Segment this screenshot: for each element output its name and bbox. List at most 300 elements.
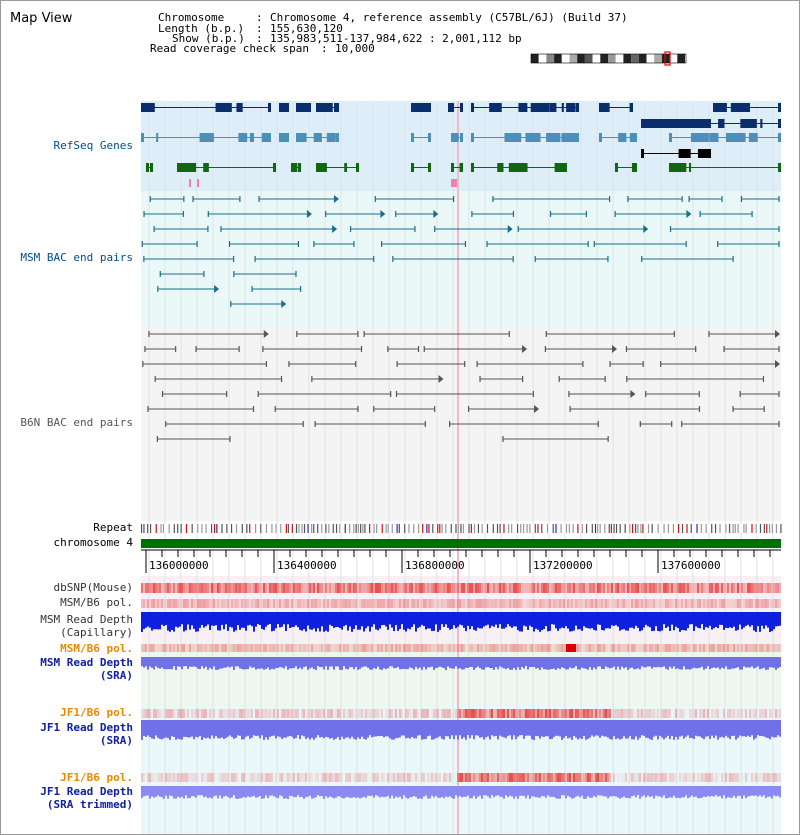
- msm-sra-depth: [371, 657, 373, 670]
- msm-pol-density: [211, 599, 213, 608]
- msm-pol-density: [697, 599, 699, 608]
- repeat-element: [174, 524, 175, 533]
- msm-pol-sra-density: [275, 644, 277, 652]
- repeat-element: [668, 524, 669, 533]
- dbsnp-density: [445, 583, 447, 593]
- repeat-element: [526, 524, 527, 533]
- jf1-trimmed-depth: [375, 786, 377, 795]
- jf1-trimmed-depth: [757, 786, 759, 797]
- jf1-pol-trim-density: [465, 773, 467, 782]
- msm-pol-density: [245, 599, 247, 608]
- msm-sra-depth: [463, 657, 465, 669]
- jf1-pol-density: [719, 709, 721, 718]
- msm-capillary-depth: [661, 612, 663, 631]
- msm-pol-density: [519, 599, 521, 608]
- msm-sra-depth: [633, 657, 635, 669]
- msm-pol-density: [591, 599, 593, 608]
- gene-exon: [618, 133, 626, 142]
- msm-capillary-depth: [313, 612, 315, 628]
- jf1-pol-trim-density: [613, 773, 615, 782]
- repeat-element: [776, 524, 777, 533]
- repeat-element: [333, 524, 334, 533]
- jf1-pol-trim-density: [445, 773, 447, 782]
- msm-capillary-depth: [399, 612, 401, 629]
- track-label-refseq[interactable]: RefSeq Genes: [53, 139, 133, 152]
- msm-pol-density: [173, 599, 175, 608]
- jf1-pol-trim-density: [629, 773, 631, 782]
- dbsnp-density: [351, 583, 353, 593]
- msm-pol-density: [249, 599, 251, 608]
- msm-pol-sra-density: [373, 644, 375, 652]
- jf1-trimmed-depth: [665, 786, 667, 798]
- jf1-trimmed-depth: [147, 786, 149, 795]
- msm-capillary-depth: [207, 612, 209, 624]
- msm-pol-density: [415, 599, 417, 608]
- repeat-element: [780, 524, 781, 533]
- jf1-pol-trim-density: [723, 773, 725, 782]
- jf1-pol-trim-density: [621, 773, 623, 782]
- jf1-sra-depth: [301, 720, 303, 735]
- jf1-sra-depth: [413, 720, 415, 738]
- msm-capillary-depth: [779, 612, 781, 626]
- jf1-pol-density: [311, 709, 313, 718]
- gene-block: [641, 119, 711, 128]
- msm-pol-density: [265, 599, 267, 608]
- msm-pol-density: [193, 599, 195, 608]
- msm-capillary-depth: [265, 612, 267, 627]
- jf1-pol-density: [769, 709, 771, 718]
- track-label-b6n-bac[interactable]: B6N BAC end pairs: [20, 416, 133, 429]
- msm-pol-sra-density: [489, 644, 491, 652]
- msm-sra-depth: [471, 657, 473, 667]
- jf1-pol-density: [393, 709, 395, 718]
- jf1-pol-density: [583, 709, 585, 718]
- dbsnp-density: [625, 583, 627, 593]
- dbsnp-density: [701, 583, 703, 593]
- jf1-pol-density: [215, 709, 217, 718]
- jf1-pol-trim-density: [311, 773, 313, 782]
- msm-capillary-depth: [651, 612, 653, 631]
- jf1-pol-density: [341, 709, 343, 718]
- msm-pol-density: [379, 599, 381, 608]
- track-label-msm-bac[interactable]: MSM BAC end pairs: [20, 251, 133, 264]
- msm-pol-density: [737, 599, 739, 608]
- msm-capillary-depth: [519, 612, 521, 631]
- dbsnp-density: [571, 583, 573, 593]
- msm-pol-density: [435, 599, 437, 608]
- msm-sra-depth: [565, 657, 567, 670]
- msm-pol-sra-density: [175, 644, 177, 652]
- jf1-sra-depth: [739, 720, 741, 736]
- msm-pol-density: [367, 599, 369, 608]
- msm-sra-depth: [209, 657, 211, 668]
- jf1-pol-trim-density: [241, 773, 243, 782]
- track-label-jf1-depth-trim-1: JF1 Read Depth: [40, 785, 133, 798]
- jf1-sra-depth: [637, 720, 639, 740]
- jf1-pol-trim-density: [485, 773, 487, 782]
- jf1-pol-density: [371, 709, 373, 718]
- jf1-pol-trim-density: [193, 773, 195, 782]
- msm-sra-depth: [453, 657, 455, 669]
- jf1-trimmed-depth: [479, 786, 481, 796]
- dbsnp-density: [743, 583, 745, 593]
- msm-sra-depth: [439, 657, 441, 667]
- msm-capillary-depth: [641, 612, 643, 630]
- jf1-trimmed-depth: [385, 786, 387, 797]
- dbsnp-density: [341, 583, 343, 593]
- jf1-pol-density: [759, 709, 761, 718]
- msm-capillary-depth: [673, 612, 675, 630]
- msm-pol-density: [579, 599, 581, 608]
- jf1-pol-trim-density: [631, 773, 633, 782]
- msm-pol-density: [393, 599, 395, 608]
- msm-capillary-depth: [327, 612, 329, 632]
- jf1-sra-depth: [627, 720, 629, 739]
- msm-pol-density: [757, 599, 759, 608]
- jf1-pol-density: [691, 709, 693, 718]
- repeat-element: [547, 524, 548, 533]
- jf1-trimmed-depth: [535, 786, 537, 797]
- jf1-trimmed-depth: [279, 786, 281, 795]
- jf1-pol-trim-density: [487, 773, 489, 782]
- jf1-trimmed-depth: [619, 786, 621, 799]
- jf1-pol-density: [425, 709, 427, 718]
- jf1-pol-density: [711, 709, 713, 718]
- msm-sra-depth: [335, 657, 337, 666]
- msm-pol-density: [453, 599, 455, 608]
- jf1-pol-density: [671, 709, 673, 718]
- msm-capillary-depth: [545, 612, 547, 626]
- jf1-sra-depth: [695, 720, 697, 736]
- dbsnp-density: [573, 583, 575, 593]
- dbsnp-density: [309, 583, 311, 593]
- msm-capillary-depth: [169, 612, 171, 632]
- msm-pol-sra-density: [293, 644, 295, 652]
- jf1-pol-trim-density: [179, 773, 181, 782]
- jf1-pol-trim-density: [481, 773, 483, 782]
- dbsnp-density: [673, 583, 675, 593]
- jf1-pol-trim-density: [641, 773, 643, 782]
- repeat-element: [163, 524, 164, 533]
- msm-pol-density: [185, 599, 187, 608]
- msm-sra-depth: [743, 657, 745, 666]
- jf1-pol-trim-density: [341, 773, 343, 782]
- msm-capillary-depth: [643, 612, 645, 627]
- jf1-sra-depth: [283, 720, 285, 738]
- jf1-pol-density: [453, 709, 455, 718]
- jf1-pol-trim-density: [541, 773, 543, 782]
- jf1-pol-trim-density: [181, 773, 183, 782]
- jf1-trimmed-depth: [733, 786, 735, 796]
- jf1-sra-depth: [745, 720, 747, 737]
- msm-sra-depth: [695, 657, 697, 668]
- msm-sra-depth: [337, 657, 339, 667]
- gene-exon: [778, 133, 781, 142]
- jf1-sra-depth: [195, 720, 197, 737]
- jf1-pol-density: [363, 709, 365, 718]
- msm-pol-density: [691, 599, 693, 608]
- jf1-sra-depth: [167, 720, 169, 738]
- msm-pol-sra-density: [747, 644, 749, 652]
- msm-pol-density: [159, 599, 161, 608]
- msm-pol-sra-density: [291, 644, 293, 652]
- msm-pol-density: [239, 599, 241, 608]
- jf1-pol-trim-density: [277, 773, 279, 782]
- repeat-element: [192, 524, 193, 533]
- msm-sra-depth: [599, 657, 601, 666]
- jf1-sra-depth: [219, 720, 221, 738]
- msm-sra-depth: [707, 657, 709, 666]
- dbsnp-density: [213, 583, 215, 593]
- jf1-sra-depth: [469, 720, 471, 738]
- dbsnp-density: [227, 583, 229, 593]
- jf1-pol-density: [171, 709, 173, 718]
- msm-capillary-depth: [623, 612, 625, 629]
- track-label-dbsnp: dbSNP(Mouse): [53, 581, 133, 594]
- jf1-sra-depth: [583, 720, 585, 736]
- msm-pol-sra-density: [227, 644, 229, 652]
- jf1-pol-trim-density: [189, 773, 191, 782]
- dbsnp-density: [497, 583, 499, 593]
- jf1-sra-depth: [519, 720, 521, 735]
- jf1-pol-trim-density: [657, 773, 659, 782]
- repeat-element: [298, 524, 299, 533]
- jf1-pol-trim-density: [647, 773, 649, 782]
- jf1-pol-density: [491, 709, 493, 718]
- dbsnp-density: [649, 583, 651, 593]
- jf1-pol-trim-density: [315, 773, 317, 782]
- msm-pol-density: [593, 599, 595, 608]
- msm-pol-sra-density: [419, 644, 421, 652]
- jf1-sra-depth: [503, 720, 505, 737]
- dbsnp-density: [235, 583, 237, 593]
- repeat-element: [186, 524, 187, 533]
- repeat-element: [503, 524, 504, 533]
- msm-pol-density: [443, 599, 445, 608]
- msm-capillary-depth: [437, 612, 439, 632]
- msm-sra-depth: [203, 657, 205, 668]
- msm-pol-density: [531, 599, 533, 608]
- repeat-element: [143, 524, 144, 533]
- jf1-trimmed-depth: [289, 786, 291, 796]
- jf1-pol-trim-density: [413, 773, 415, 782]
- msm-pol-sra-density: [279, 644, 281, 652]
- repeat-element: [328, 524, 329, 533]
- msm-pol-sra-density: [329, 644, 331, 652]
- jf1-sra-depth: [381, 720, 383, 736]
- msm-pol-sra-density: [519, 644, 521, 652]
- jf1-sra-depth: [217, 720, 219, 738]
- jf1-trimmed-depth: [347, 786, 349, 797]
- msm-sra-depth: [667, 657, 669, 670]
- jf1-trimmed-depth: [711, 786, 713, 796]
- jf1-pol-density: [219, 709, 221, 718]
- jf1-trimmed-depth: [305, 786, 307, 797]
- msm-pol-sra-density: [739, 644, 741, 652]
- gene-exon: [327, 133, 336, 142]
- msm-pol-density: [191, 599, 193, 608]
- jf1-pol-trim-density: [469, 773, 471, 782]
- msm-pol-sra-density: [673, 644, 675, 652]
- msm-capillary-depth: [635, 612, 637, 626]
- msm-sra-depth: [279, 657, 281, 667]
- msm-sra-depth: [577, 657, 579, 669]
- jf1-pol-trim-density: [441, 773, 443, 782]
- jf1-trimmed-depth: [543, 786, 545, 796]
- jf1-pol-trim-density: [439, 773, 441, 782]
- gene-exon: [460, 133, 463, 142]
- jf1-pol-trim-density: [141, 773, 143, 782]
- msm-pol-density: [527, 599, 529, 608]
- jf1-pol-density: [229, 709, 231, 718]
- jf1-pol-trim-density: [391, 773, 393, 782]
- dbsnp-density: [659, 583, 661, 593]
- repeat-element: [280, 524, 281, 533]
- dbsnp-density: [303, 583, 305, 593]
- jf1-trimmed-depth: [357, 786, 359, 797]
- msm-pol-sra-density: [713, 644, 715, 652]
- jf1-pol-density: [577, 709, 579, 718]
- jf1-pol-trim-density: [543, 773, 545, 782]
- jf1-sra-depth: [155, 720, 157, 735]
- jf1-pol-density: [607, 709, 609, 718]
- jf1-trimmed-depth: [695, 786, 697, 797]
- gene-exon: [489, 103, 502, 112]
- msm-sra-depth: [313, 657, 315, 669]
- msm-pol-sra-density: [401, 644, 403, 652]
- msm-capillary-depth: [559, 612, 561, 629]
- msm-pol-sra-density: [705, 644, 707, 652]
- jf1-pol-density: [509, 709, 511, 718]
- msm-pol-density: [549, 599, 551, 608]
- jf1-pol-trim-density: [409, 773, 411, 782]
- jf1-pol-trim-density: [655, 773, 657, 782]
- msm-sra-depth: [327, 657, 329, 670]
- gene-exon: [471, 163, 474, 172]
- info-show-label: Show (b.p.): [172, 32, 245, 45]
- jf1-pol-trim-density: [331, 773, 333, 782]
- msm-sra-depth: [189, 657, 191, 667]
- msm-pol-sra-density: [243, 644, 245, 652]
- msm-sra-depth: [219, 657, 221, 669]
- jf1-trimmed-depth: [227, 786, 229, 797]
- jf1-pol-trim-density: [317, 773, 319, 782]
- dbsnp-density: [713, 583, 715, 593]
- jf1-sra-depth: [365, 720, 367, 740]
- dbsnp-density: [297, 583, 299, 593]
- jf1-pol-trim-density: [535, 773, 537, 782]
- jf1-trimmed-depth: [303, 786, 305, 799]
- msm-sra-depth: [375, 657, 377, 669]
- jf1-pol-density: [277, 709, 279, 718]
- msm-capillary-depth: [467, 612, 469, 626]
- jf1-trimmed-depth: [325, 786, 327, 796]
- jf1-pol-trim-density: [145, 773, 147, 782]
- jf1-trimmed-depth: [241, 786, 243, 798]
- jf1-pol-trim-density: [725, 773, 727, 782]
- gene-exon: [760, 119, 762, 128]
- msm-capillary-depth: [347, 612, 349, 631]
- msm-sra-depth: [155, 657, 157, 666]
- dbsnp-density: [395, 583, 397, 593]
- msm-pol-density: [421, 599, 423, 608]
- msm-pol-sra-density: [309, 644, 311, 652]
- jf1-trimmed-depth: [419, 786, 421, 798]
- jf1-trimmed-depth: [751, 786, 753, 795]
- jf1-sra-depth: [325, 720, 327, 737]
- msm-pol-sra-density: [179, 644, 181, 652]
- repeat-element: [751, 524, 752, 533]
- dbsnp-density: [337, 583, 339, 593]
- jf1-pol-density: [547, 709, 549, 718]
- msm-sra-depth: [589, 657, 591, 667]
- repeat-element: [432, 524, 433, 533]
- msm-pol-sra-density: [513, 644, 515, 652]
- jf1-trimmed-depth: [503, 786, 505, 799]
- jf1-pol-trim-density: [777, 773, 779, 782]
- msm-sra-depth: [211, 657, 213, 669]
- msm-pol-density: [755, 599, 757, 608]
- jf1-sra-depth: [249, 720, 251, 739]
- msm-sra-depth: [315, 657, 317, 670]
- dbsnp-density: [145, 583, 147, 593]
- msm-pol-sra-density: [143, 644, 145, 652]
- msm-sra-depth: [631, 657, 633, 668]
- msm-sra-depth: [543, 657, 545, 669]
- jf1-sra-depth: [575, 720, 577, 738]
- msm-pol-sra-density: [619, 644, 621, 652]
- msm-pol-sra-density: [693, 644, 695, 652]
- jf1-pol-trim-density: [281, 773, 283, 782]
- dbsnp-density: [359, 583, 361, 593]
- msm-capillary-depth: [267, 612, 269, 625]
- msm-pol-density: [375, 599, 377, 608]
- jf1-pol-density: [749, 709, 751, 718]
- jf1-pol-density: [499, 709, 501, 718]
- msm-sra-depth: [779, 657, 781, 667]
- jf1-sra-depth: [375, 720, 377, 736]
- msm-sra-depth: [721, 657, 723, 668]
- jf1-pol-density: [253, 709, 255, 718]
- jf1-pol-trim-density: [611, 773, 613, 782]
- msm-sra-depth: [689, 657, 691, 670]
- jf1-pol-trim-density: [715, 773, 717, 782]
- jf1-sra-depth: [145, 720, 147, 737]
- msm-pol-density: [243, 599, 245, 608]
- jf1-trimmed-depth: [229, 786, 231, 798]
- jf1-pol-density: [659, 709, 661, 718]
- msm-pol-density: [623, 599, 625, 608]
- jf1-pol-trim-density: [677, 773, 679, 782]
- msm-sra-depth: [609, 657, 611, 668]
- jf1-pol-trim-density: [411, 773, 413, 782]
- jf1-sra-depth: [749, 720, 751, 737]
- msm-capillary-depth: [577, 612, 579, 629]
- gene-exon: [141, 133, 144, 142]
- msm-sra-depth: [241, 657, 243, 669]
- jf1-trimmed-depth: [209, 786, 211, 798]
- msm-sra-depth: [309, 657, 311, 668]
- jf1-trimmed-depth: [765, 786, 767, 798]
- msm-sra-depth: [369, 657, 371, 669]
- jf1-pol-trim-density: [261, 773, 263, 782]
- jf1-pol-trim-density: [259, 773, 261, 782]
- gene-exon: [562, 103, 564, 112]
- dbsnp-density: [623, 583, 625, 593]
- gene-exon: [448, 103, 451, 112]
- jf1-sra-depth: [689, 720, 691, 738]
- msm-sra-depth: [665, 657, 667, 669]
